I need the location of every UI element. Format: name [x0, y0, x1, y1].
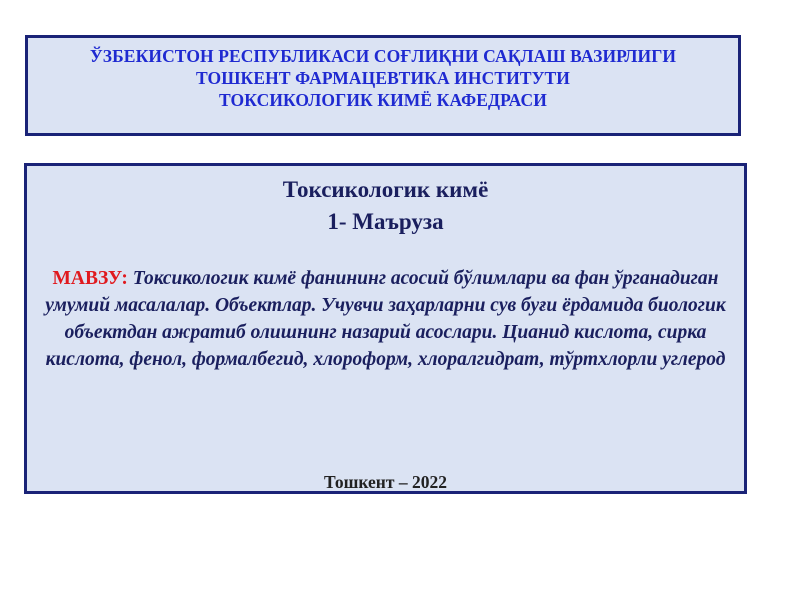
lecture-panel	[24, 163, 747, 494]
institution-header	[25, 35, 741, 136]
subject-title: Токсикологик кимё	[282, 177, 489, 202]
city-year: Тошкент – 2022	[323, 472, 447, 492]
topic-paragraph	[41, 265, 730, 373]
ministry-name: ЎЗБЕКИСТОН РЕСПУБЛИКАСИ СОҒЛИҚНИ САҚЛАШ ВАЗИРЛИГИ	[89, 46, 677, 66]
department-name: ТОКСИКОЛОГИК КИМЁ КАФЕДРАСИ	[218, 90, 547, 110]
institute-name: ТОШКЕНТ ФАРМАЦЕВТИКА ИНСТИТУТИ	[195, 68, 571, 88]
topic-text: Токсикологик кимё фанининг асосий бўлимлари ва фан ўрганадиган умумий масалалар. Объектлар. Учувчи заҳарларни сув буғи ёрдамида биологик объектдан ажратиб олишнинг назарий асослари. Цианид кислота, сирка кислота, фенол, формалбегид, хлороформ, хлоралгидрат, тўртхлорли углерод	[45, 268, 726, 370]
lecture-number: 1- Маъруза	[327, 209, 444, 234]
topic-label: МАВЗУ:	[52, 268, 128, 289]
